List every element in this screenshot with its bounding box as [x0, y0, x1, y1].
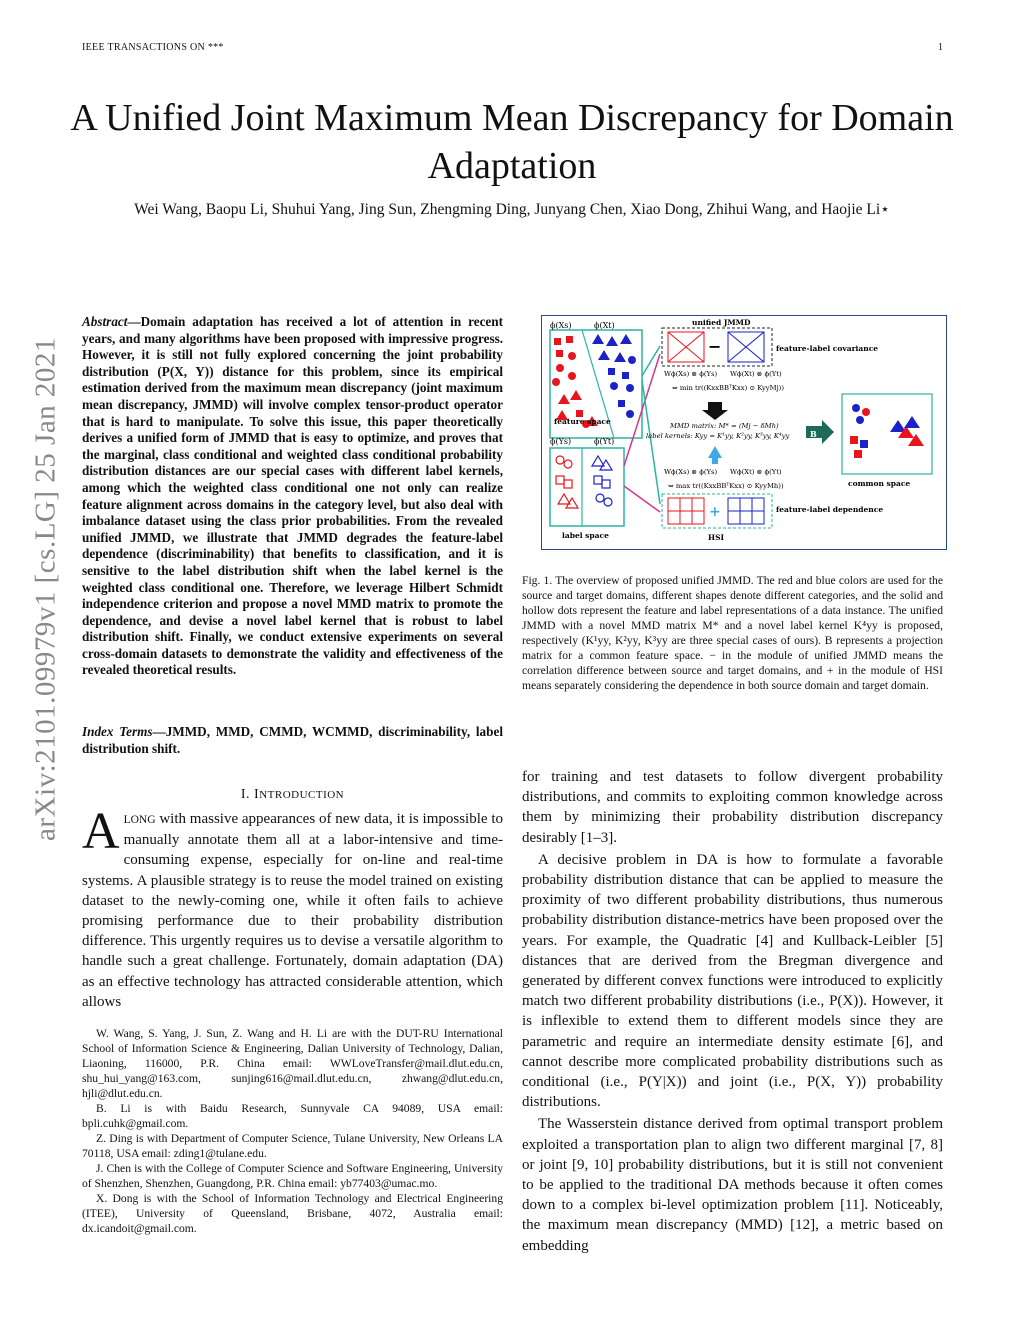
abstract-lead: Abstract: [82, 314, 128, 329]
label-space-label: label space: [562, 531, 609, 540]
w-phi-t-bottom: Wϕ(Xt) ⊗ ϕ(Yt): [730, 468, 782, 476]
footnote: Z. Ding is with Department of Computer Science, Tulane University, New Orleans LA 70118, USA email: zding1@tulane.edu.: [82, 1132, 503, 1160]
footnote: B. Li is with Baidu Research, Sunnyvale CA 94089, USA email: bpli.cuhk@gmail.com.: [82, 1102, 503, 1130]
abstract-text: —Domain adaptation has received a lot of attention in recent years, and many algorithms have been proposed with impressive progress. However, it is still not fully explored concerning the joint probability distribution (P(X, Y)) distance for this problem, since its empirical estimation derived from the maximum mean discrepancy (joint maximum mean discrepancy, JMMD) will involve complex tensor-product operator that is hard to manipulate. To solve this issue, this paper theoretically derives a unified form of JMMD that is easy to optimize, and proves that the marginal, class conditional and weighted class conditional probability distribution distances are our special cases with different label kernels, among which the weighted class conditional one not only can realize feature alignment across domains in the category level, but also deal with imbalance dataset using the class prior probabilities. From the revealed unified JMMD, we illustrate that JMMD degrades the feature-label dependence (discriminability) that benefits to classification, and it is sensitive to the label distribution shift when the label kernel is the weighted class conditional one. Therefore, we leverage Hilbert Schmidt independence criterion and propose a novel MMD matrix to promote the dependence, and devise a novel label kernel that is robust to label distribution shift. Finally, we conduct extensive experiments on several cross-domain datasets to demonstrate the validity and effectiveness of the revealed theoretical results.: [82, 314, 503, 678]
figure-caption: Fig. 1. The overview of proposed unified JMMD. The red and blue colors are used for the source and target domains, different shapes denote different categories, and the solid and hollow dots represent the feature and label representations of a data instance. The unified JMMD with a novel MMD matrix M* and a novel label kernel K⁴yy is proposed, respectively (K¹yy, K²yy, K³yy are three special cases of ours). B represents a projection matrix for a common feature space. − in the module of unified JMMD means the correlation difference between source and target domains, and + in the module of HSI means separately considering the dependence in both source domain and target domain.: [522, 574, 943, 692]
author-list: Wei Wang, Baopu Li, Shuhui Yang, Jing Sun, Zhengming Ding, Junyang Chen, Xiao Dong, Zhihui Wang, and Haojie Li⋆: [134, 201, 890, 218]
label-kernels-label: label kernels: Kyy = K¹yy, K²yy, K³yy, K⁴yy: [646, 432, 790, 440]
w-phi-s-top: Wϕ(Xs) ⊗ ϕ(Ys): [664, 370, 718, 378]
section-initial: I: [254, 787, 260, 802]
feature-space-label: feature space: [554, 417, 611, 426]
label-space-box: [550, 448, 624, 526]
w-phi-s-bottom: Wϕ(Xs) ⊗ ϕ(Ys): [664, 468, 718, 476]
footnote: W. Wang, S. Yang, J. Sun, Z. Wang and H. Li are with the DUT-RU International School of Information Science & Engineering, Dalian University of Technology, Dalian, Liaoning, 116000, P.R. China email: WWLoveTransfer@mail.dlut.edu.cn, shu_hui_yang@163.com, sunjing616@mail.dlut.edu.cn, zhwang@dlut.edu.cn, hjli@dlut.edu.cn.: [82, 1027, 503, 1100]
page-number: 1: [938, 42, 944, 53]
index-terms-lead: Index Terms: [82, 724, 153, 739]
intro-text: with massive appearances of new data, it is impossible to manually annotate them all at a labor-intensive and time-consuming expense, especially for on-line and real-time systems. A plausible strategy is to reuse the model trained on existing dataset to the newly-coming one, while it often fails to achieve promising performance due to their probability distribution difference. This urgently requires us to devise a versatile algorithm to handle such a great challenge. Fortunately, domain adaptation (DA) as an effective technology has attracted considerable attention, which allows: [82, 811, 503, 1010]
running-header: IEEE TRANSACTIONS ON ***: [82, 42, 224, 53]
figure-1: [541, 315, 947, 550]
target-feature-points: [592, 334, 636, 418]
section-number: I.: [240, 787, 251, 802]
b-label: B: [810, 429, 817, 439]
phi-xt-label: ϕ(Xt): [594, 321, 615, 330]
footnotes: [82, 1026, 503, 1236]
intro-paragraph: [82, 803, 503, 1012]
footnote: J. Chen is with the College of Computer Science and Software Engineering, University of Shenzhen, Shenzhen, Guangdong, P.R. China email: yb77403@umac.mo.: [82, 1162, 503, 1190]
drop-cap: A: [82, 803, 120, 860]
target-label-points: [592, 456, 612, 506]
down-arrow: [702, 402, 728, 420]
phi-ys-label: ϕ(Ys): [550, 437, 572, 446]
figure-1-diagram: [542, 316, 946, 549]
common-space-points: [850, 404, 924, 458]
abstract: [82, 314, 503, 679]
source-label-points: [556, 456, 578, 508]
index-terms-text: —JMMD, MMD, CMMD, WCMMD, discriminability, label distribution shift.: [82, 724, 504, 756]
unified-jmmd-label: unified JMMD: [692, 318, 751, 327]
minus-symbol: −: [708, 337, 722, 356]
phi-xs-label: ϕ(Xs): [550, 321, 572, 330]
intro-first-word: LONG: [123, 814, 156, 826]
footnote: X. Dong is with the School of Information Technology and Electrical Engineering (ITEE), University of Queensland, Brisbane, 4072, Australia email: dx.icandoit@gmail.com.: [82, 1192, 503, 1235]
max-equation: ⇔ max tr((KxxBBᵀKxx) ⊙ KyyMh)): [668, 482, 784, 490]
phi-yt-label: ϕ(Yt): [594, 437, 615, 446]
section-heading: [82, 787, 503, 803]
arxiv-stamp: [29, 232, 62, 946]
arxiv-id: arXiv:2101.09979v1 [cs.LG] 25 Jan 2021: [29, 337, 62, 841]
hsi-label: HSI: [708, 533, 725, 542]
feature-label-dependence-label: feature-label dependence: [776, 505, 884, 514]
index-terms: [82, 724, 503, 757]
paragraph: A decisive problem in DA is how to formulate a favorable probability distribution distance that can be applied to measure the proximity of two different probability distributions, thus numerous probability distribution distance-metrics have been proposed over the years. For example, the Quadratic [4] and Kullback-Leibler [5] distances that are derived from the Bregman divergence and generated by different convex functions were introduced to explicitly match two different probability distributions (i.e., P(X)). However, it is inflexible to extend them to different models since they are parametric and require an intermediate density estimate [6], and cannot describe more complicated probability distributions such as conditional (i.e., P(Y|X)) and joint (i.e., P(X, Y)) probability distributions.: [522, 851, 943, 1111]
paragraph: The Wasserstein distance derived from optimal transport problem exploited a transportation plan to align two different marginal [7, 8] or joint [9, 10] probability distributions, but it is still not convenient to be applied to the traditional DA methods because it often comes down to a complex bi-level optimization problem [11]. Noticeably, the maximum mean discrepancy (MMD) [12], a metric based on embedding: [522, 1116, 943, 1254]
mmd-matrix-label: MMD matrix: M* = (Mj − δMh): [670, 422, 779, 430]
source-feature-points: [552, 336, 598, 428]
plus-symbol: +: [709, 504, 721, 520]
paragraph: for training and test datasets to follow divergent probability distributions, and commits to exploiting common knowledge across them by minimizing their probability distribution discrepancy desirably [1–3].: [522, 769, 943, 846]
paper-title: A Unified Joint Maximum Mean Discrepancy for Domain Adaptation: [70, 97, 954, 187]
feature-label-covariance-label: feature-label covariance: [776, 344, 879, 353]
up-arrow: [708, 446, 722, 464]
w-phi-t-top: Wϕ(Xt) ⊗ ϕ(Yt): [730, 370, 782, 378]
common-space-label: common space: [848, 479, 911, 488]
section-title-rest: NTRODUCTION: [259, 789, 345, 801]
right-column-body: [522, 767, 943, 1256]
min-equation: ⇔ min tr((KxxBBᵀKxx) ⊙ KyyMj)): [672, 384, 784, 392]
